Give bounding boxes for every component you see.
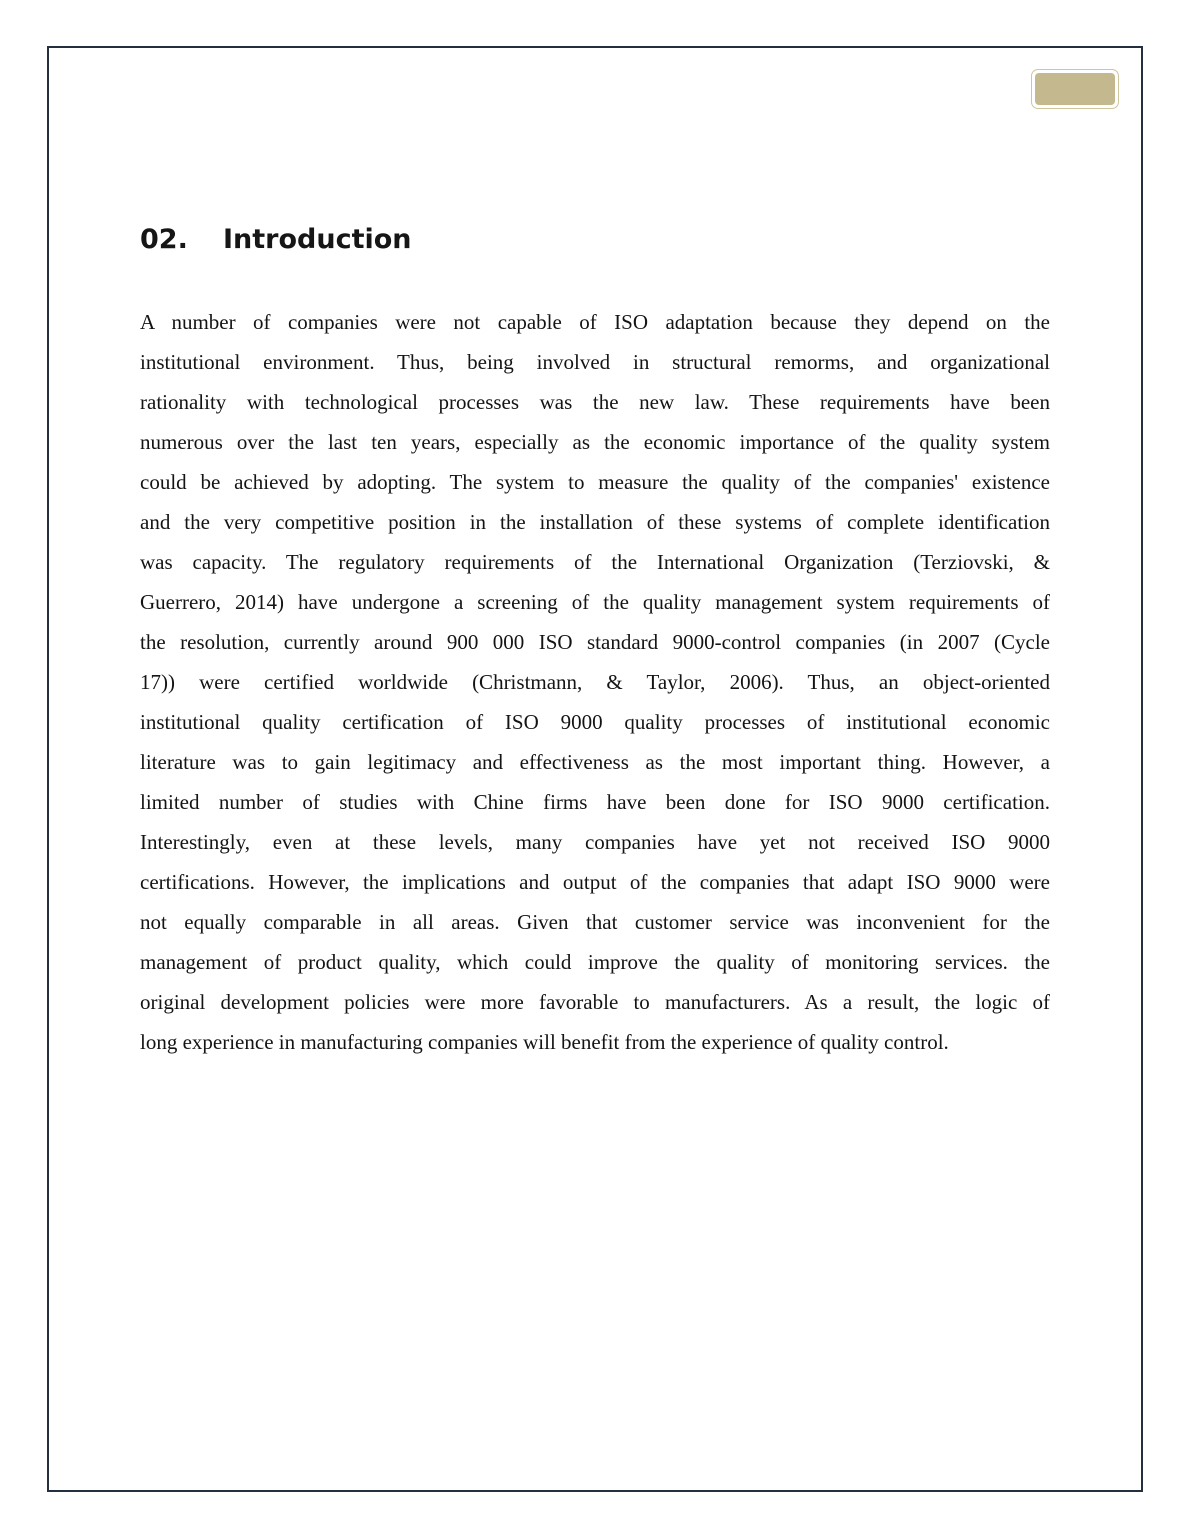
paragraph-line: institutional environment. Thus, being involved in structural remorms, and organizational	[140, 350, 1050, 374]
section-number: 02.	[140, 224, 188, 255]
header-form-field[interactable]	[1031, 69, 1119, 109]
paragraph-line: original development policies were more favorable to manufacturers. As a result, the logic of	[140, 990, 1050, 1014]
section-title: Introduction	[223, 224, 412, 255]
body-paragraph	[140, 302, 1050, 1062]
paragraph-line: limited number of studies with Chine firms have been done for ISO 9000 certification.	[140, 790, 1050, 814]
paragraph-line: Guerrero, 2014) have undergone a screening of the quality management system requirements of	[140, 590, 1050, 614]
paragraph-line: Interestingly, even at these levels, many companies have yet not received ISO 9000	[140, 830, 1050, 854]
paragraph-line: was capacity. The regulatory requirements of the International Organization (Terziovski, &	[140, 550, 1050, 574]
section-heading	[140, 226, 412, 253]
paragraph-line: the resolution, currently around 900 000 ISO standard 9000-control companies (in 2007 (Cycle	[140, 630, 1050, 654]
paragraph-line: management of product quality, which could improve the quality of monitoring services. the	[140, 950, 1050, 974]
header-form-field-fill	[1035, 73, 1115, 105]
paragraph-line: A number of companies were not capable of ISO adaptation because they depend on the	[140, 310, 1050, 334]
paragraph-line: could be achieved by adopting. The system to measure the quality of the companies' existence	[140, 470, 1050, 494]
paragraph-line: not equally comparable in all areas. Given that customer service was inconvenient for the	[140, 910, 1050, 934]
paragraph-line: institutional quality certification of ISO 9000 quality processes of institutional economic	[140, 710, 1050, 734]
paragraph-line: 17)) were certified worldwide (Christmann, & Taylor, 2006). Thus, an object-oriented	[140, 670, 1050, 694]
paragraph-line: long experience in manufacturing companies will benefit from the experience of quality control.	[140, 1030, 949, 1054]
paragraph-line: literature was to gain legitimacy and effectiveness as the most important thing. However, a	[140, 750, 1050, 774]
paragraph-line: certifications. However, the implications and output of the companies that adapt ISO 9000 were	[140, 870, 1050, 894]
paragraph-line: and the very competitive position in the installation of these systems of complete identification	[140, 510, 1050, 534]
paragraph-line: numerous over the last ten years, especially as the economic importance of the quality system	[140, 430, 1050, 454]
paragraph-line: rationality with technological processes was the new law. These requirements have been	[140, 390, 1050, 414]
